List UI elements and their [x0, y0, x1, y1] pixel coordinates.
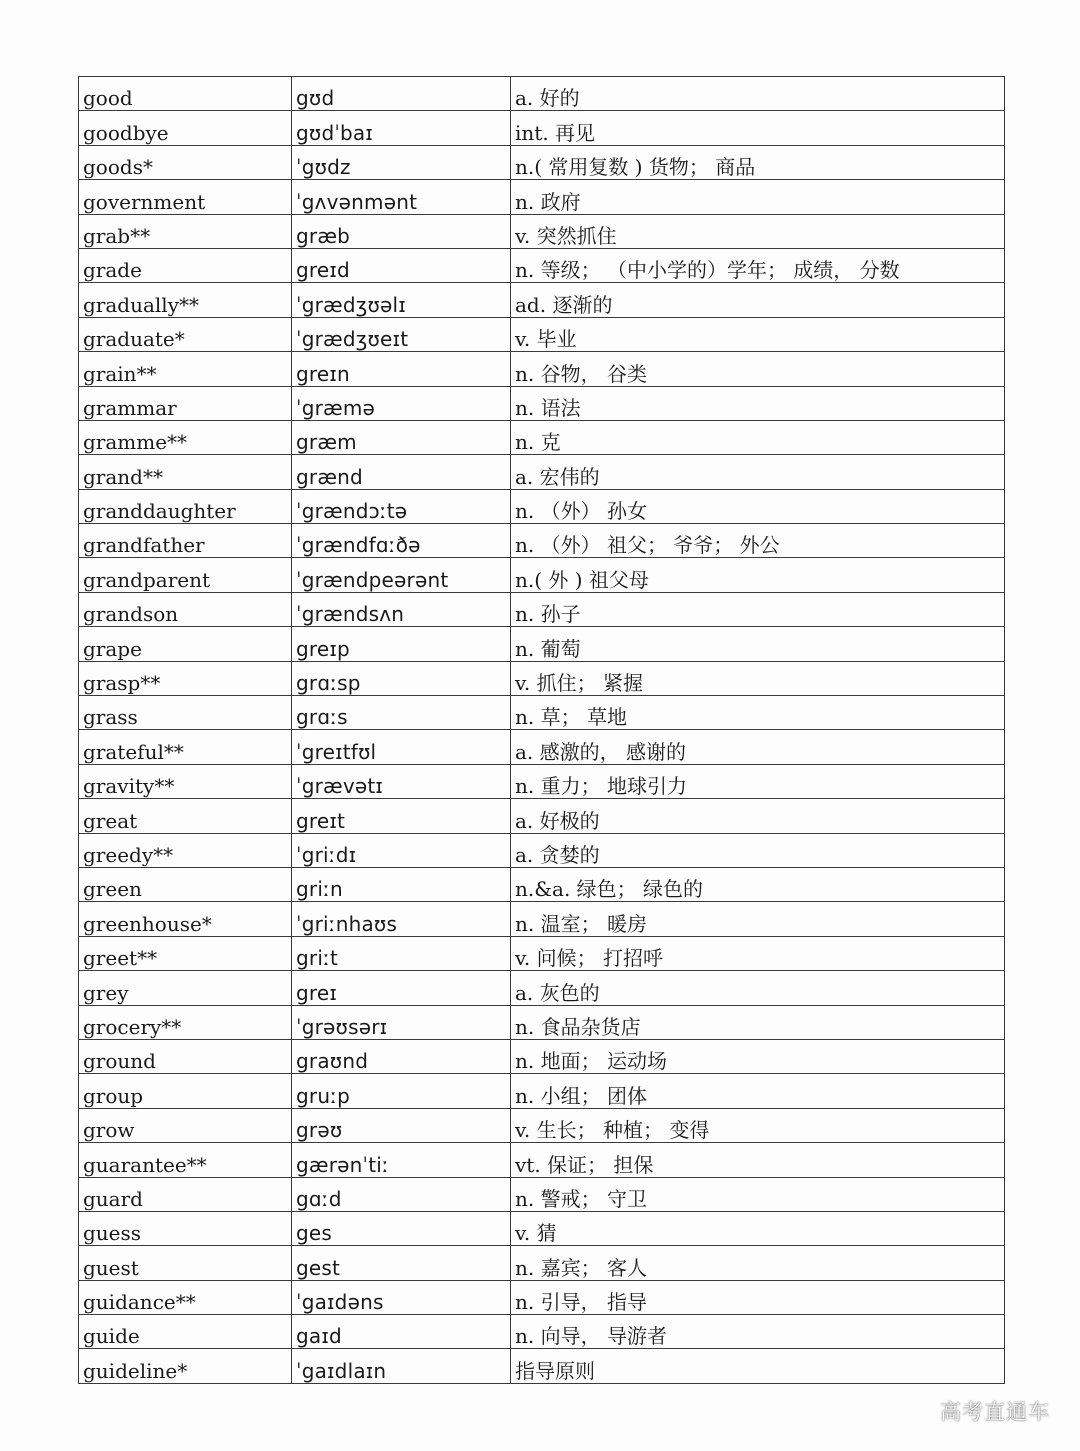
phonetic-cell	[292, 1280, 511, 1314]
phonetic-cell-text: gærənˈtiː	[296, 1152, 389, 1177]
definition-cell	[511, 455, 1005, 489]
word-cell	[79, 764, 292, 798]
table-row	[79, 1315, 1005, 1349]
definition-cell	[511, 248, 1005, 282]
definition-cell	[511, 1108, 1005, 1142]
definition-cell-text: v. 抓住； 紧握	[515, 671, 643, 696]
definition-cell	[511, 696, 1005, 730]
phonetic-cell-text: griːt	[296, 946, 339, 971]
definition-cell-text: v. 生长； 种植； 变得	[515, 1118, 710, 1143]
word-cell	[79, 867, 292, 901]
definition-cell	[511, 661, 1005, 695]
phonetic-cell-text: graʊnd	[296, 1049, 369, 1074]
table-row	[79, 111, 1005, 145]
table-row	[79, 248, 1005, 282]
table-row	[79, 145, 1005, 179]
phonetic-cell	[292, 971, 511, 1005]
definition-cell-text: n. 温室； 暖房	[515, 911, 647, 936]
definition-cell-text: a. 好的	[515, 86, 580, 111]
vocabulary-table-body	[79, 77, 1005, 1384]
word-cell-text: grocery**	[83, 1014, 182, 1039]
phonetic-cell-text: ˈgʌvənmənt	[296, 189, 418, 214]
table-row	[79, 386, 1005, 420]
word-cell-text: grandson	[83, 602, 179, 627]
word-cell	[79, 627, 292, 661]
table-row	[79, 902, 1005, 936]
word-cell	[79, 592, 292, 626]
word-cell-text: guarantee**	[83, 1152, 207, 1177]
table-row	[79, 1211, 1005, 1245]
word-cell-text: good	[83, 86, 133, 111]
word-cell-text: grasp**	[83, 671, 161, 696]
phonetic-cell-text: ˈgaɪdlaɪn	[296, 1358, 387, 1383]
table-row	[79, 696, 1005, 730]
word-cell	[79, 1074, 292, 1108]
phonetic-cell-text: ˈgreɪtfʊl	[296, 739, 377, 764]
word-cell	[79, 558, 292, 592]
table-row	[79, 1177, 1005, 1211]
definition-cell	[511, 352, 1005, 386]
word-cell-text: graduate*	[83, 327, 185, 352]
table-row	[79, 77, 1005, 111]
word-cell	[79, 283, 292, 317]
phonetic-cell	[292, 558, 511, 592]
phonetic-cell	[292, 386, 511, 420]
definition-cell-text: n. 嘉宾； 客人	[515, 1255, 647, 1280]
table-row	[79, 1005, 1005, 1039]
word-cell	[79, 1177, 292, 1211]
phonetic-cell	[292, 524, 511, 558]
table-row	[79, 936, 1005, 970]
phonetic-cell	[292, 1246, 511, 1280]
phonetic-cell	[292, 489, 511, 523]
table-row	[79, 1039, 1005, 1073]
phonetic-cell-text: griːn	[296, 877, 343, 902]
phonetic-cell	[292, 352, 511, 386]
phonetic-cell-text: ˈgrændpeərənt	[296, 567, 449, 592]
definition-cell-text: a. 宏伟的	[515, 464, 600, 489]
definition-cell	[511, 1005, 1005, 1039]
word-cell-text: great	[83, 808, 138, 833]
definition-cell-text: n. 向导， 导游者	[515, 1324, 667, 1349]
definition-cell-text: n.( 常用复数 ) 货物； 商品	[515, 155, 756, 180]
word-cell	[79, 902, 292, 936]
definition-cell	[511, 1246, 1005, 1280]
table-row	[79, 1280, 1005, 1314]
table-row	[79, 1143, 1005, 1177]
phonetic-cell-text: ˈgrædʒʊəlɪ	[296, 292, 406, 317]
phonetic-cell	[292, 1108, 511, 1142]
table-row	[79, 592, 1005, 626]
phonetic-cell-text: græm	[296, 430, 357, 455]
word-cell	[79, 489, 292, 523]
word-cell-text: gradually**	[83, 292, 199, 317]
definition-cell-text: v. 猜	[515, 1221, 557, 1246]
word-cell	[79, 1005, 292, 1039]
definition-cell-text: v. 问候； 打招呼	[515, 946, 663, 971]
phonetic-cell-text: greɪn	[296, 361, 350, 386]
phonetic-cell	[292, 1074, 511, 1108]
phonetic-cell	[292, 1177, 511, 1211]
word-cell	[79, 524, 292, 558]
phonetic-cell	[292, 936, 511, 970]
definition-cell	[511, 627, 1005, 661]
word-cell	[79, 145, 292, 179]
definition-cell	[511, 1039, 1005, 1073]
phonetic-cell	[292, 455, 511, 489]
phonetic-cell-text: gest	[296, 1255, 341, 1280]
word-cell-text: guidance**	[83, 1290, 196, 1315]
table-row	[79, 455, 1005, 489]
definition-cell	[511, 833, 1005, 867]
phonetic-cell	[292, 661, 511, 695]
phonetic-cell	[292, 1315, 511, 1349]
definition-cell-text: n. 政府	[515, 189, 581, 214]
phonetic-cell	[292, 180, 511, 214]
table-row	[79, 833, 1005, 867]
phonetic-cell-text: gruːp	[296, 1083, 351, 1108]
phonetic-cell	[292, 833, 511, 867]
definition-cell	[511, 592, 1005, 626]
definition-cell	[511, 971, 1005, 1005]
word-cell	[79, 833, 292, 867]
table-row	[79, 799, 1005, 833]
phonetic-cell	[292, 77, 511, 111]
word-cell-text: grandparent	[83, 567, 211, 592]
phonetic-cell	[292, 730, 511, 764]
word-cell-text: guideline*	[83, 1358, 188, 1383]
word-cell	[79, 696, 292, 730]
definition-cell-text: vt. 保证； 担保	[515, 1152, 654, 1177]
phonetic-cell-text: greɪt	[296, 808, 346, 833]
phonetic-cell	[292, 283, 511, 317]
definition-cell	[511, 111, 1005, 145]
phonetic-cell-text: ˈgrændsʌn	[296, 602, 405, 627]
word-cell-text: goodbye	[83, 120, 169, 145]
definition-cell-text: n. 草； 草地	[515, 705, 627, 730]
definition-cell	[511, 1074, 1005, 1108]
word-cell	[79, 730, 292, 764]
word-cell	[79, 1143, 292, 1177]
definition-cell-text: v. 毕业	[515, 327, 577, 352]
phonetic-cell-text: ˈgrændɔːtə	[296, 499, 408, 524]
definition-cell	[511, 1349, 1005, 1383]
definition-cell-text: n. （外） 祖父； 爷爷； 外公	[515, 533, 780, 558]
table-row	[79, 1349, 1005, 1383]
phonetic-cell-text: ˈgaɪdəns	[296, 1290, 384, 1315]
phonetic-cell	[292, 1143, 511, 1177]
word-cell	[79, 936, 292, 970]
word-cell-text: goods*	[83, 155, 153, 180]
word-cell-text: grade	[83, 258, 142, 283]
word-cell-text: granddaughter	[83, 499, 236, 524]
phonetic-cell	[292, 902, 511, 936]
phonetic-cell	[292, 1005, 511, 1039]
definition-cell-text: n. 小组； 团体	[515, 1083, 647, 1108]
word-cell	[79, 971, 292, 1005]
definition-cell	[511, 489, 1005, 523]
phonetic-cell-text: græb	[296, 223, 351, 248]
word-cell-text: grape	[83, 636, 142, 661]
phonetic-cell-text: ˈgriːnhaʊs	[296, 911, 398, 936]
table-row	[79, 764, 1005, 798]
definition-cell-text: n. 葡萄	[515, 636, 581, 661]
word-cell	[79, 180, 292, 214]
phonetic-cell-text: gɑːd	[296, 1186, 342, 1211]
definition-cell	[511, 764, 1005, 798]
table-row	[79, 1246, 1005, 1280]
word-cell-text: guess	[83, 1221, 142, 1246]
phonetic-cell-text: ˈgrævətɪ	[296, 774, 384, 799]
table-row	[79, 214, 1005, 248]
word-cell	[79, 1315, 292, 1349]
table-row	[79, 661, 1005, 695]
table-row	[79, 283, 1005, 317]
phonetic-cell	[292, 696, 511, 730]
definition-cell-text: n. 警戒； 守卫	[515, 1186, 647, 1211]
definition-cell-text: n.&a. 绿色； 绿色的	[515, 877, 704, 902]
definition-cell	[511, 936, 1005, 970]
table-row	[79, 420, 1005, 454]
phonetic-cell-text: ˈgræmə	[296, 395, 376, 420]
word-cell	[79, 1211, 292, 1245]
table-row	[79, 489, 1005, 523]
word-cell	[79, 420, 292, 454]
table-row	[79, 180, 1005, 214]
phonetic-cell-text: ˈgriːdɪ	[296, 842, 357, 867]
definition-cell-text: n. 引导， 指导	[515, 1290, 647, 1315]
phonetic-cell-text: grɑːs	[296, 705, 348, 730]
word-cell-text: green	[83, 877, 142, 902]
word-cell	[79, 386, 292, 420]
word-cell-text: ground	[83, 1049, 156, 1074]
table-row	[79, 730, 1005, 764]
phonetic-cell-text: greɪ	[296, 980, 338, 1005]
word-cell	[79, 455, 292, 489]
word-cell	[79, 248, 292, 282]
definition-cell	[511, 145, 1005, 179]
definition-cell	[511, 420, 1005, 454]
word-cell-text: greedy**	[83, 842, 174, 867]
word-cell-text: grandfather	[83, 533, 205, 558]
word-cell	[79, 1246, 292, 1280]
definition-cell	[511, 77, 1005, 111]
word-cell-text: guide	[83, 1324, 140, 1349]
phonetic-cell	[292, 214, 511, 248]
definition-cell	[511, 317, 1005, 351]
phonetic-cell-text: ˈgrəʊsərɪ	[296, 1014, 388, 1039]
word-cell-text: gramme**	[83, 430, 188, 455]
phonetic-cell-text: greɪd	[296, 258, 350, 283]
phonetic-cell	[292, 420, 511, 454]
watermark-text: 高考直通车	[940, 1400, 1050, 1424]
word-cell-text: grain**	[83, 361, 157, 386]
vocabulary-table	[78, 76, 1005, 1384]
phonetic-cell-text: gʊdˈbaɪ	[296, 120, 374, 145]
word-cell-text: group	[83, 1083, 144, 1108]
word-cell	[79, 317, 292, 351]
table-row	[79, 1108, 1005, 1142]
definition-cell	[511, 1143, 1005, 1177]
definition-cell	[511, 799, 1005, 833]
definition-cell	[511, 1177, 1005, 1211]
word-cell-text: government	[83, 189, 206, 214]
definition-cell	[511, 214, 1005, 248]
phonetic-cell	[292, 145, 511, 179]
table-row	[79, 971, 1005, 1005]
table-row	[79, 352, 1005, 386]
word-cell-text: grass	[83, 705, 138, 730]
word-cell-text: grey	[83, 980, 129, 1005]
definition-cell-text: n. 克	[515, 430, 561, 455]
table-row	[79, 317, 1005, 351]
phonetic-cell-text: gʊd	[296, 86, 335, 111]
definition-cell-text: n. 食品杂货店	[515, 1014, 641, 1039]
phonetic-cell	[292, 1039, 511, 1073]
word-cell-text: gravity**	[83, 774, 175, 799]
phonetic-cell-text: grəʊ	[296, 1118, 343, 1143]
table-row	[79, 867, 1005, 901]
word-cell-text: guest	[83, 1255, 139, 1280]
definition-cell-text: ad. 逐渐的	[515, 292, 613, 317]
word-cell-text: greenhouse*	[83, 911, 212, 936]
definition-cell-text: n. 地面； 运动场	[515, 1049, 667, 1074]
definition-cell-text: 指导原则	[515, 1358, 595, 1383]
phonetic-cell	[292, 799, 511, 833]
phonetic-cell-text: ˈgrændfɑːðə	[296, 533, 421, 558]
definition-cell	[511, 558, 1005, 592]
definition-cell	[511, 730, 1005, 764]
word-cell	[79, 661, 292, 695]
word-cell-text: grab**	[83, 223, 151, 248]
word-cell-text: grand**	[83, 464, 163, 489]
word-cell	[79, 799, 292, 833]
definition-cell	[511, 180, 1005, 214]
word-cell-text: grow	[83, 1118, 135, 1143]
phonetic-cell	[292, 627, 511, 661]
definition-cell-text: n. （外） 孙女	[515, 499, 647, 524]
definition-cell	[511, 1280, 1005, 1314]
definition-cell	[511, 1211, 1005, 1245]
word-cell-text: grammar	[83, 395, 177, 420]
table-row	[79, 524, 1005, 558]
definition-cell-text: a. 好极的	[515, 808, 600, 833]
definition-cell	[511, 902, 1005, 936]
table-row	[79, 1074, 1005, 1108]
phonetic-cell-text: ˈgrædʒʊeɪt	[296, 327, 409, 352]
definition-cell-text: n. 谷物， 谷类	[515, 361, 647, 386]
word-cell	[79, 1349, 292, 1383]
word-cell-text: guard	[83, 1186, 143, 1211]
phonetic-cell	[292, 1349, 511, 1383]
definition-cell-text: n. 等级； （中小学的）学年； 成绩， 分数	[515, 258, 900, 283]
definition-cell-text: a. 贪婪的	[515, 842, 600, 867]
word-cell	[79, 1108, 292, 1142]
word-cell	[79, 1039, 292, 1073]
definition-cell	[511, 524, 1005, 558]
definition-cell-text: a. 灰色的	[515, 980, 600, 1005]
definition-cell-text: n. 孙子	[515, 602, 581, 627]
phonetic-cell-text: grænd	[296, 464, 363, 489]
phonetic-cell	[292, 764, 511, 798]
word-cell	[79, 352, 292, 386]
phonetic-cell	[292, 248, 511, 282]
phonetic-cell	[292, 111, 511, 145]
phonetic-cell	[292, 1211, 511, 1245]
phonetic-cell-text: grɑːsp	[296, 671, 361, 696]
definition-cell-text: int. 再见	[515, 120, 596, 145]
phonetic-cell-text: ˈgʊdz	[296, 155, 351, 180]
word-cell-text: greet**	[83, 946, 158, 971]
word-cell-text: grateful**	[83, 739, 184, 764]
phonetic-cell-text: greɪp	[296, 636, 350, 661]
definition-cell-text: n. 重力； 地球引力	[515, 774, 687, 799]
table-row	[79, 627, 1005, 661]
definition-cell-text: n.( 外 ) 祖父母	[515, 567, 649, 592]
definition-cell-text: a. 感激的， 感谢的	[515, 739, 686, 764]
word-cell	[79, 1280, 292, 1314]
definition-cell-text: v. 突然抓住	[515, 223, 617, 248]
phonetic-cell-text: ges	[296, 1221, 333, 1246]
phonetic-cell	[292, 592, 511, 626]
definition-cell-text: n. 语法	[515, 395, 581, 420]
word-cell	[79, 77, 292, 111]
phonetic-cell	[292, 317, 511, 351]
phonetic-cell-text: gaɪd	[296, 1324, 342, 1349]
phonetic-cell	[292, 867, 511, 901]
word-cell	[79, 111, 292, 145]
definition-cell	[511, 283, 1005, 317]
table-row	[79, 558, 1005, 592]
definition-cell	[511, 1315, 1005, 1349]
word-cell	[79, 214, 292, 248]
definition-cell	[511, 867, 1005, 901]
definition-cell	[511, 386, 1005, 420]
